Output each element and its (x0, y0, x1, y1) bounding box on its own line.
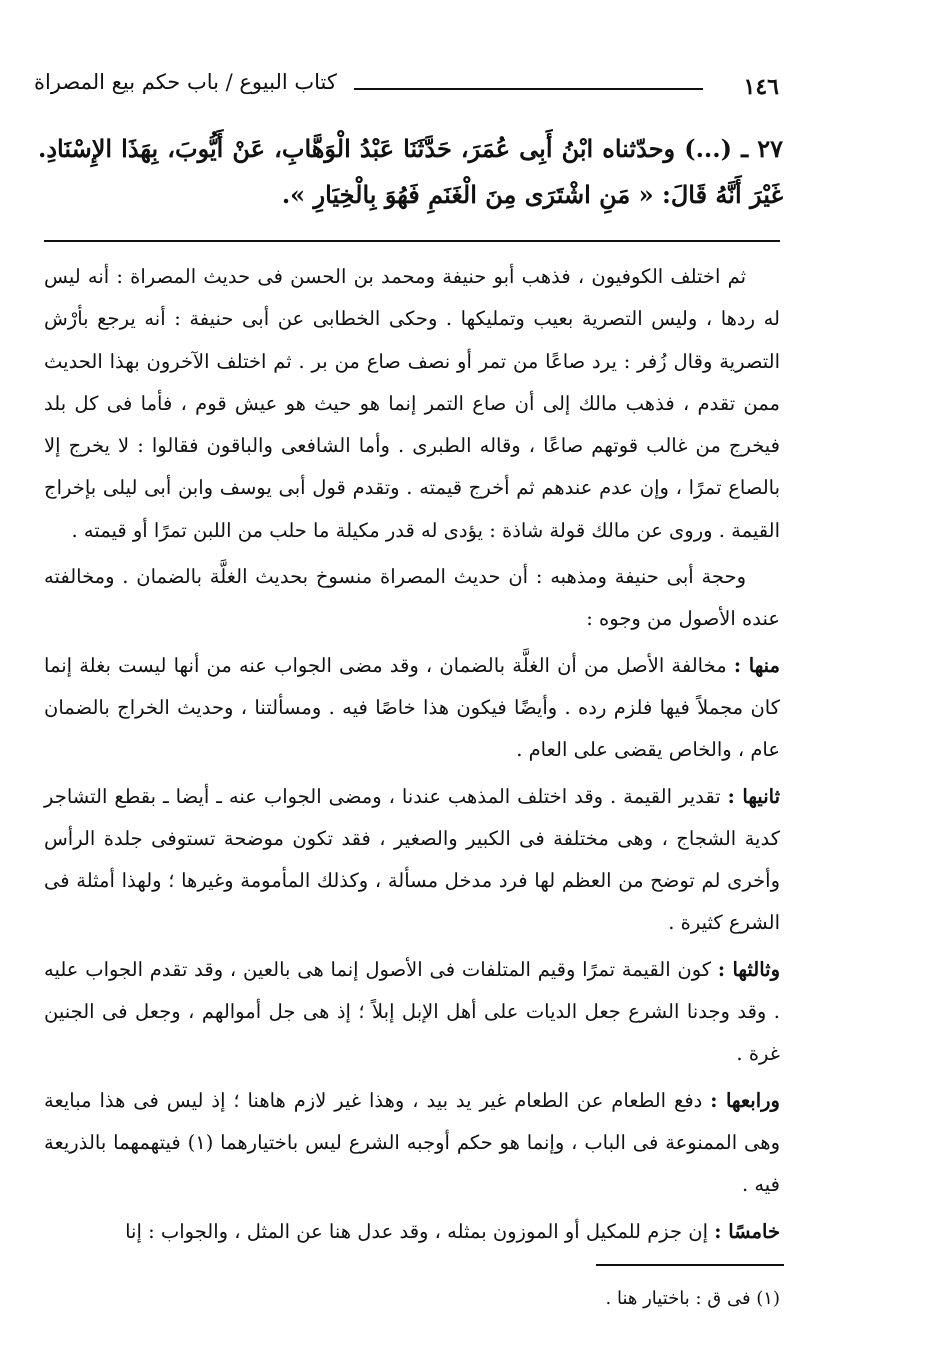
page-number: ١٤٦ (743, 74, 779, 100)
paragraph-lead: وثالثها : (717, 957, 780, 981)
paragraph-body: تقدير القيمة . وقد اختلف المذهب عندنا ، ومضى الجواب عنه ـ أيضا ـ بقطع التشاجر كدية الشجاج ، وهى مختلفة فى الكبير والصغير ، فقد تكون موضحة تستوفى جلدة الرأس وأخرى لم توضح من العظم لها فرد مدخل مسألة ، وكذلك المأمومة وغيرها ؛ ولهذا أمثلة فى الشرع كثيرة . (44, 784, 780, 935)
page-header (34, 68, 779, 104)
commentary-paragraph (44, 949, 780, 1076)
paragraph-body: دفع الطعام عن الطعام غير يد بيد ، وهذا غير لازم هاهنا ؛ إذ ليس فى هذا مبايعة وهى الممنوعة فى الباب ، وإنما هو حكم أوجبه الشرع ليس باختيارهما (١) فيتهمهما بالذريعة فيه . (44, 1088, 781, 1197)
running-title: كتاب البيوع / باب حكم بيع المصراة (34, 70, 337, 94)
paragraph-lead: ورابعها : (710, 1088, 780, 1112)
commentary-paragraph: وحجة أبى حنيفة ومذهبه : أن حديث المصراة منسوخ بحديث الغلَّة بالضمان . ومخالفته عنده الأصول من وجوه : (44, 565, 780, 631)
commentary (44, 256, 780, 1257)
paragraph-body: إن جزم للمكيل أو الموزون بمثله ، وقد عدل هنا عن المثل ، والجواب : إنا (125, 1219, 709, 1243)
paragraph-lead: منها : (733, 653, 781, 677)
commentary-paragraph: ثم اختلف الكوفيون ، فذهب أبو حنيفة ومحمد بن الحسن فى حديث المصراة : أنه ليس له ردها ، وليس التصرية بعيب وتمليكها . وحكى الخطابى عن أبى حنيفة : أنه يرجع بأرْش التصرية وقال زُفر : يرد صاعًا من تمر أو نصف صاع من بر . ثم اختلف الآخرون بهذا الحديث ممن تقدم ، فذهب مالك إلى أن صاع التمر إنما هو حيث هو عيش قوم ، فأما فى كل بلد فيخرج من غالب قوتهم صاعًا ، وقاله الطبرى . وأما الشافعى والباقون فقالوا : لا يخرج إلا بالصاع تمرًا ، وإن عدم عندهم ثم أخرج قيمته . وتقدم قول أبى يوسف وابن أبى ليلى بإخراج القيمة . وروى عن مالك قولة شاذة : يؤدى له قدر مكيلة ما حلب من اللبن تمرًا أو قيمته . (44, 265, 780, 542)
commentary-paragraph (44, 776, 780, 945)
hadith-text: ٢٧ ـ (...) وحدّثناه ابْنُ أَبِى عُمَرَ، حَدَّثَنَا عَبْدُ الْوَهَّابِ، عَنْ أَيُّوبَ، بِهَذَا الإِسْنَادِ. غَيْرَ أَنَّهُ قَالَ: « مَنِ اشْتَرَى مِنَ الْغَنَمِ فَهُوَ بِالْخِيَارِ ». (38, 134, 783, 209)
header-rule (354, 88, 703, 90)
footnote: (١) فى ق : باختيار هنا . (605, 1288, 780, 1309)
commentary-paragraph (44, 645, 780, 772)
paragraph-lead: خامسًا : (714, 1219, 780, 1243)
commentary-paragraph (44, 1080, 780, 1207)
commentary-paragraph (44, 1211, 780, 1253)
paragraph-body: كون القيمة تمرًا وقيم المتلفات فى الأصول إنما هى بالعين ، وقد تقدم الجواب عليه . وقد وجدنا الشرع جعل الديات على أهل الإبل إبلاً ؛ إذ هى جل أموالهم ، وجعل فى الجنين غرة . (44, 957, 780, 1066)
paragraph-body: مخالفة الأصل من أن الغلَّة بالضمان ، وقد مضى الجواب عنه من أنها ليست بغلة إنما كان مجملاً فيها فلزم رده . وأيضًا فيكون هذا خاصًا فيه . ومسألتنا ، وحديث الخراج بالضمان عام ، والخاص يقضى على العام . (44, 653, 780, 762)
footnote-rule (596, 1264, 784, 1266)
paragraph-lead: ثانيها : (727, 784, 780, 808)
section-divider (44, 240, 780, 242)
